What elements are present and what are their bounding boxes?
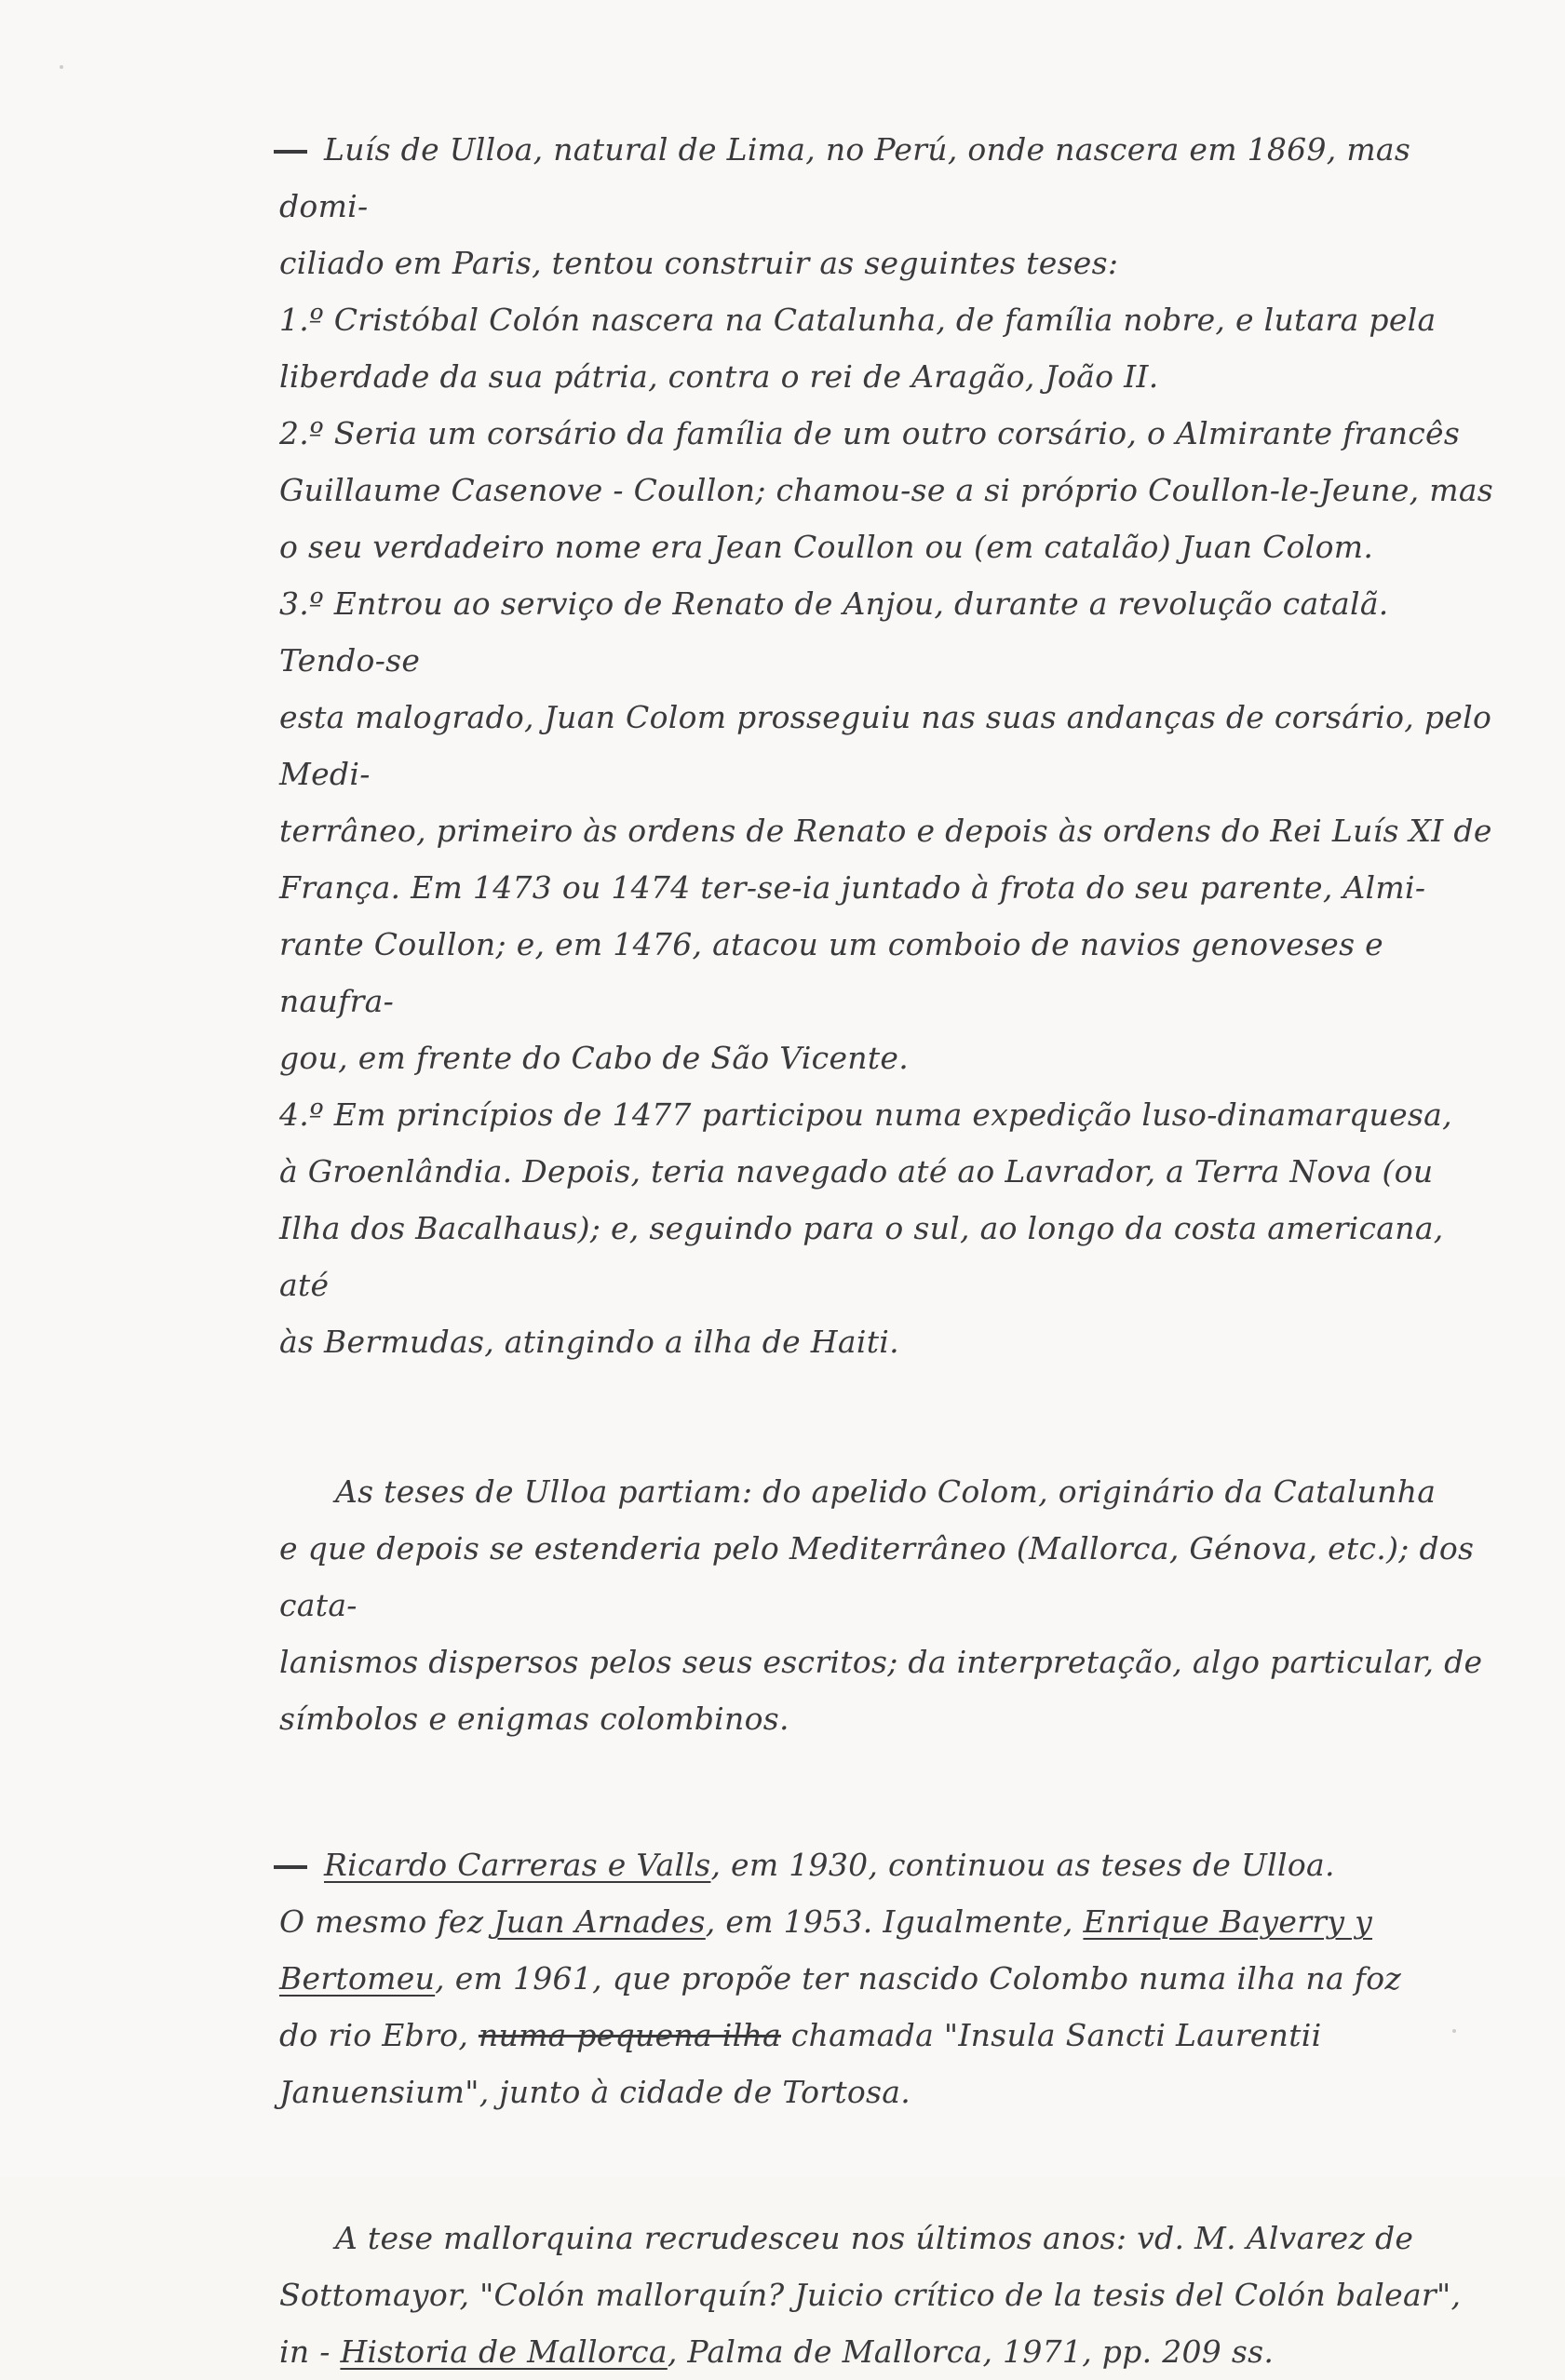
text-line: in - Historia de Mallorca, Palma de Mallorca, 1971, pp. 209 ss. — [279, 2333, 1275, 2370]
text-line: símbolos e enigmas colombinos. — [279, 1701, 789, 1737]
text-line: Ilha dos Bacalhaus); e, seguindo para o sul, ao longo da costa americana, até — [279, 1210, 1444, 1303]
text-line: 2.º Seria um corsário da família de um outro corsário, o Almirante francês — [279, 415, 1461, 451]
text-line: liberdade da sua pátria, contra o rei de Aragão, João II. — [279, 358, 1159, 395]
author-name: Juan Arnades — [493, 1903, 706, 1940]
text-line: Ricardo Carreras e Valls, em 1930, continuou as teses de Ulloa. — [279, 1836, 1499, 1893]
book-title: Historia de Mallorca — [340, 2333, 668, 2370]
text-line: Bertomeu, em 1961, que propõe ter nascido Colombo numa ilha na foz — [279, 1960, 1402, 1997]
paragraph-mallorca-thesis — [279, 2210, 1499, 2380]
text-line: o seu verdadeiro nome era Jean Coullon ou (em catalão) Juan Colom. — [279, 529, 1374, 565]
dash-mark — [274, 150, 307, 154]
struck-text: numa pequena ilha — [478, 2017, 781, 2053]
dash-mark — [274, 1865, 307, 1869]
text-line: Januensium", junto à cidade de Tortosa. — [279, 2074, 911, 2110]
paper-speck — [60, 65, 63, 69]
author-name: Enrique Bayerry y — [1083, 1903, 1373, 1940]
text-line: do rio Ebro, numa pequena ilha chamada "Insula Sancti Laurentii — [279, 2017, 1322, 2053]
paragraph-ulloa-basis — [279, 1463, 1499, 1747]
paragraph-followers — [279, 1836, 1499, 2120]
text-line: e que depois se estenderia pelo Mediterrâneo (Mallorca, Génova, etc.); dos cata- — [279, 1530, 1475, 1623]
text-line: lanismos dispersos pelos seus escritos; da interpretação, algo particular, de — [279, 1644, 1483, 1680]
text-line: ciliado em Paris, tentou construir as seguintes teses: — [279, 245, 1119, 281]
text-line: Sottomayor, "Colón mallorquín? Juicio crítico de la tesis del Colón balear", — [279, 2277, 1462, 2313]
author-name: Bertomeu — [279, 1960, 436, 1997]
text-line: 3.º Entrou ao serviço de Renato de Anjou, durante a revolução catalã. Tendo-se — [279, 585, 1389, 679]
handwritten-text — [279, 121, 1499, 2380]
text-line: gou, em frente do Cabo de São Vicente. — [279, 1040, 910, 1076]
text-line: 4.º Em princípios de 1477 participou numa expedição luso-dinamarquesa, — [279, 1096, 1452, 1133]
text-line: rante Coullon; e, em 1476, atacou um comboio de navios genoveses e naufra- — [279, 926, 1383, 1019]
text-line: esta malogrado, Juan Colom prosseguiu nas suas andanças de corsário, pelo Medi- — [279, 699, 1492, 792]
paragraph-ulloa-theses — [279, 121, 1499, 1370]
text-line: Luís de Ulloa, natural de Lima, no Perú, onde nascera em 1869, mas domi- — [279, 121, 1499, 235]
text-line: 1.º Cristóbal Colón nascera na Catalunha, de família nobre, e lutara pela — [279, 302, 1437, 338]
text-line: As teses de Ulloa partiam: do apelido Colom, originário da Catalunha — [335, 1473, 1437, 1510]
text-line: às Bermudas, atingindo a ilha de Haiti. — [279, 1324, 899, 1360]
text-line: França. Em 1473 ou 1474 ter-se-ia juntado à frota do seu parente, Almi- — [279, 869, 1426, 906]
author-name: Ricardo Carreras e Valls — [324, 1847, 711, 1883]
text-line: terrâneo, primeiro às ordens de Renato e depois às ordens do Rei Luís XI de — [279, 813, 1492, 849]
text-line: Guillaume Casenove - Coullon; chamou-se a si próprio Coullon-le-Jeune, mas — [279, 472, 1494, 508]
text-line: à Groenlândia. Depois, teria navegado até ao Lavrador, a Terra Nova (ou — [279, 1153, 1434, 1190]
text-line: O mesmo fez Juan Arnades, em 1953. Igualmente, Enrique Bayerry y — [279, 1903, 1373, 1940]
text-line: A tese mallorquina recrudesceu nos últimos anos: vd. M. Alvarez de — [335, 2220, 1414, 2256]
